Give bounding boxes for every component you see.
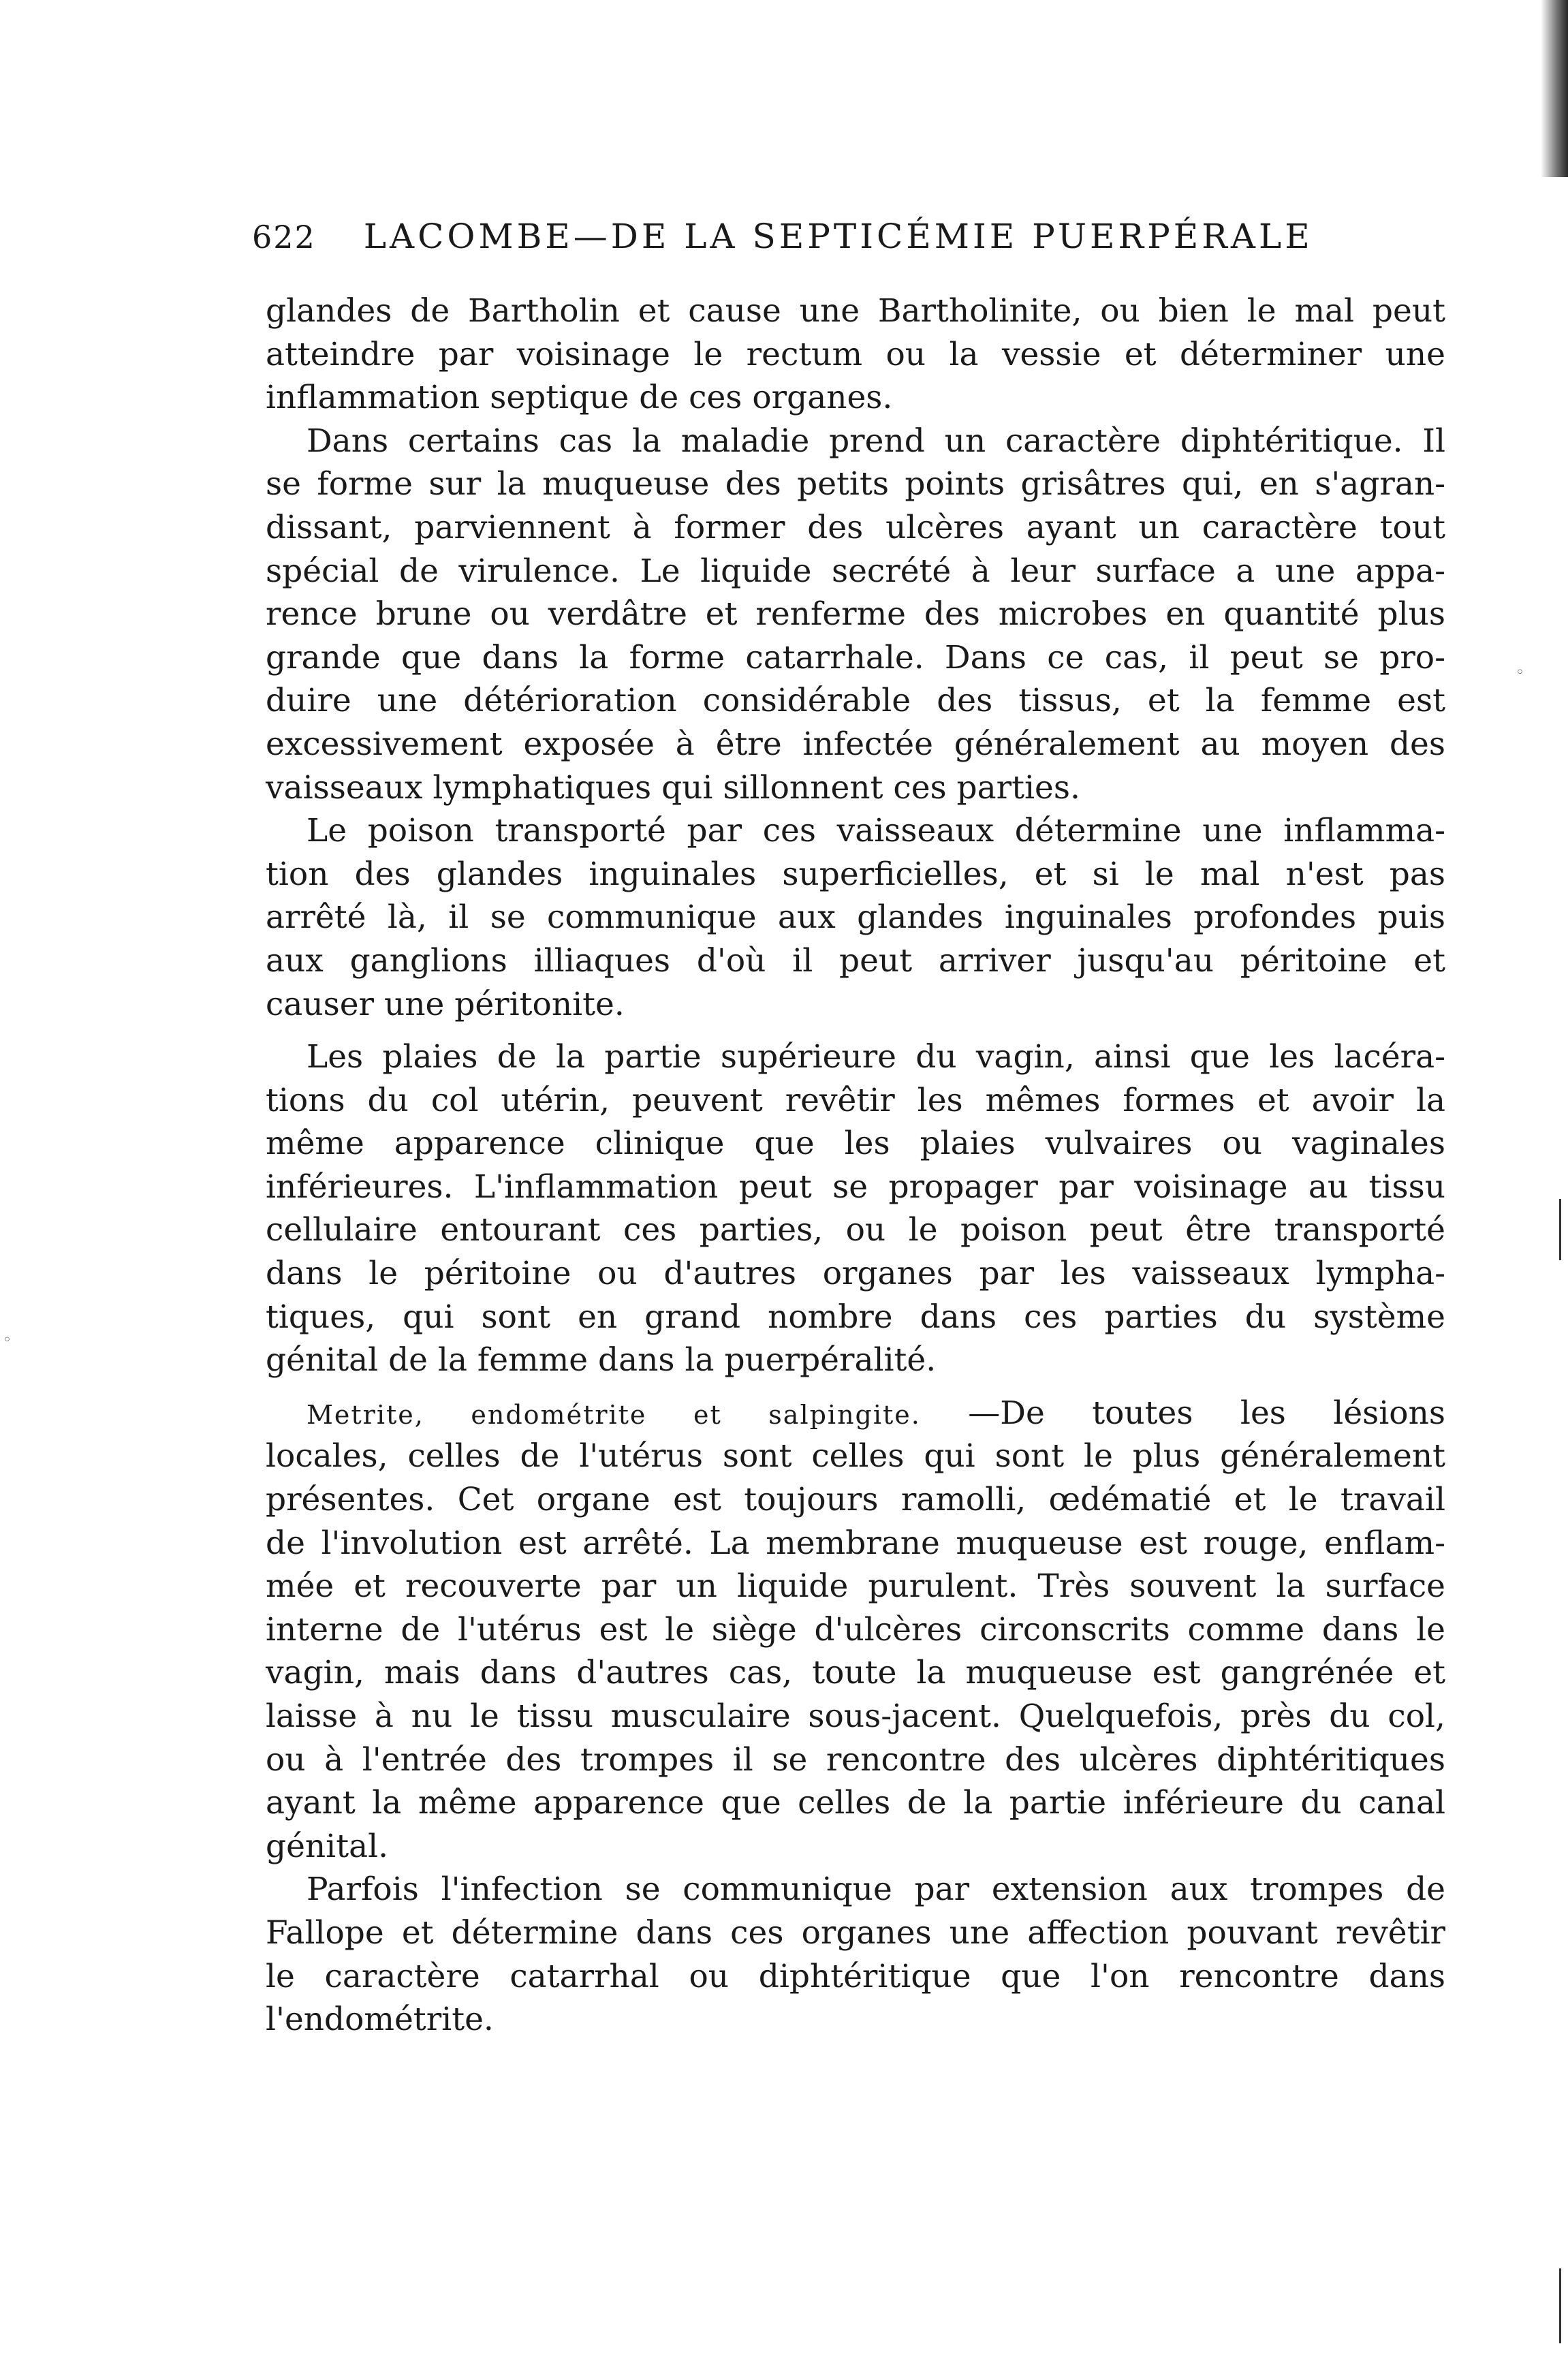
body-text: [266, 290, 1445, 2042]
text-line: interne de l'utérus est le siège d'ulcères circonscrits comme dans le: [266, 1610, 1445, 1649]
text-line: le caractère catarrhal ou diphtéritique que l'on rencontre dans: [266, 1957, 1445, 1995]
text-line: Le poison transporté par ces vaisseaux détermine une inflamma-: [307, 812, 1445, 850]
page-number: 622: [252, 219, 316, 255]
text-line: génital de la femme dans la puerpéralité.: [266, 1341, 937, 1379]
scan-edge-mark: [1559, 1199, 1561, 1260]
text-line: l'endométrite.: [266, 2001, 494, 2039]
text-line: glandes de Bartholin et cause une Bartholinite, ou bien le mal peut: [266, 292, 1445, 330]
text-line: arrêté là, il se communique aux glandes inguinales profondes puis: [266, 899, 1445, 937]
text-line: tiques, qui sont en grand nombre dans ces parties du système: [266, 1298, 1445, 1336]
text-line: vaisseaux lymphatiques qui sillonnent ces parties.: [266, 768, 1080, 807]
text-line: inférieures. L'inflammation peut se propager par voisinage au tissu: [266, 1168, 1445, 1206]
section-heading-line: [266, 1392, 1445, 1435]
text-line: cellulaire entourant ces parties, ou le poison peut être transporté: [266, 1211, 1445, 1249]
text-line: spécial de virulence. Le liquide secrété à leur surface a une appa-: [266, 552, 1445, 590]
text-line: même apparence clinique que les plaies vulvaires ou vaginales: [266, 1125, 1445, 1163]
text-line: dissant, parviennent à former des ulcères ayant un caractère tout: [266, 508, 1445, 546]
text-line: de l'involution est arrêté. La membrane muqueuse est rouge, enflam-: [266, 1524, 1445, 1562]
text-line: dans le péritoine ou d'autres organes par les vaisseaux lympha-: [266, 1255, 1445, 1293]
text-line: génital.: [266, 1827, 389, 1865]
text-line: tion des glandes inguinales superficielles, et si le mal n'est pas: [266, 855, 1445, 893]
scan-speck: ◦: [1516, 664, 1524, 681]
text-line: grande que dans la forme catarrhale. Dans ce cas, il peut se pro-: [266, 638, 1445, 676]
text-line: Dans certains cas la maladie prend un caractère diphtéritique. Il: [307, 422, 1445, 460]
text-line: atteindre par voisinage le rectum ou la vessie et déterminer une: [266, 335, 1445, 373]
text-line: —De toutes les lésions: [968, 1394, 1445, 1432]
text-line: aux ganglions illiaques d'où il peut arriver jusqu'au péritoine et: [266, 941, 1445, 980]
page-header: [252, 217, 1328, 271]
scan-edge-shadow: [1541, 0, 1568, 177]
text-line: se forme sur la muqueuse des petits points grisâtres qui, en s'agran-: [266, 465, 1445, 503]
text-line: mée et recouverte par un liquide purulent. Très souvent la surface: [266, 1567, 1445, 1606]
text-line: ayant la même apparence que celles de la partie inférieure du canal: [266, 1784, 1445, 1822]
text-line: laisse à nu le tissu musculaire sous-jacent. Quelquefois, près du col,: [266, 1698, 1445, 1735]
text-line: locales, celles de l'utérus sont celles qui sont le plus généralement: [266, 1437, 1445, 1475]
section-heading: Metrite, endométrite et salpingite.: [307, 1399, 921, 1430]
scan-speck: ◦: [3, 1332, 12, 1349]
running-head: LACOMBE—DE LA SEPTICÉMIE PUERPÉRALE: [363, 217, 1313, 256]
text-line: présentes. Cet organe est toujours ramolli, œdématié et le travail: [266, 1481, 1445, 1519]
text-line: causer une péritonite.: [266, 985, 625, 1023]
text-line: Les plaies de la partie supérieure du vagin, ainsi que les lacéra-: [307, 1038, 1445, 1076]
text-line: rence brune ou verdâtre et renferme des microbes en quantité plus: [266, 595, 1445, 634]
text-line: excessivement exposée à être infectée généralement au moyen des: [266, 725, 1445, 763]
text-line: Parfois l'infection se communique par extension aux trompes de: [307, 1871, 1445, 1909]
text-line: inflammation septique de ces organes.: [266, 379, 893, 417]
text-line: Fallope et détermine dans ces organes une affection pouvant revêtir: [266, 1913, 1445, 1952]
text-line: vagin, mais dans d'autres cas, toute la muqueuse est gangrénée et: [266, 1654, 1445, 1692]
text-line: tions du col utérin, peuvent revêtir les mêmes formes et avoir la: [266, 1081, 1445, 1119]
text-line: duire une détérioration considérable des tissus, et la femme est: [266, 682, 1445, 720]
text-line: ou à l'entrée des trompes il se rencontre des ulcères diphtéritiques: [266, 1740, 1445, 1779]
scan-edge-mark: [1559, 2268, 1561, 2343]
